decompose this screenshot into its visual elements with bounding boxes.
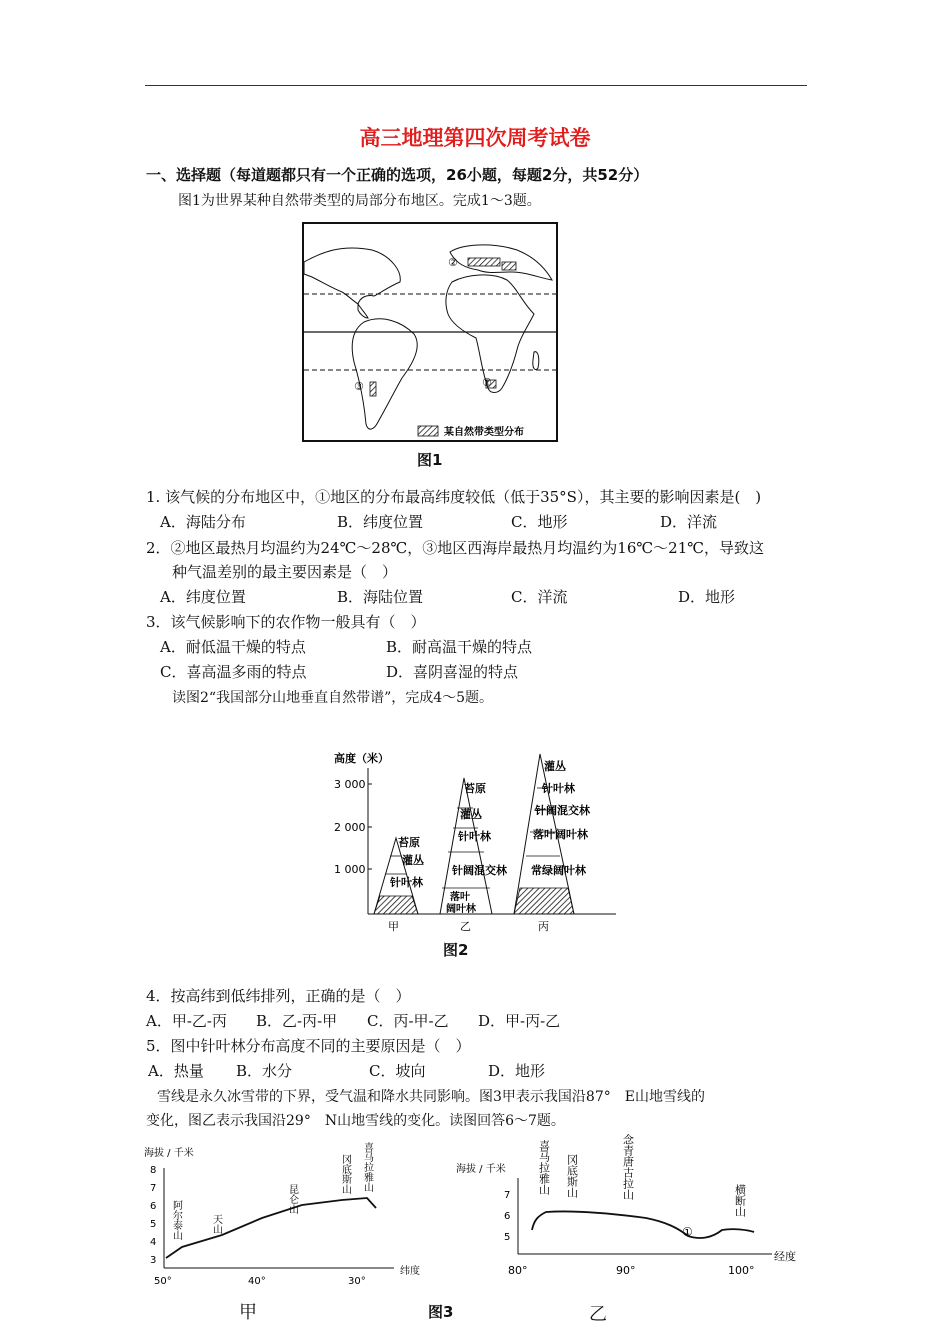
figure-2-caption: 图2 bbox=[443, 941, 469, 959]
fig3-right-label: 乙 bbox=[589, 1304, 607, 1325]
q5-option-b: B．水分 bbox=[236, 1062, 293, 1080]
fig3l-ytick-4: 4 bbox=[150, 1237, 157, 1248]
q5-option-d: D．地形 bbox=[488, 1062, 546, 1080]
intro-text-3-line-2: 变化，图乙表示我国沿29° N山地雪线的变化。读图回答6～7题。 bbox=[146, 1113, 565, 1129]
fig3l-ytick-6: 6 bbox=[150, 1201, 157, 1212]
fig2-ytick-2000: 2 000 bbox=[334, 821, 366, 834]
jia-label: 甲 bbox=[388, 920, 399, 933]
fig3r-snowline bbox=[532, 1211, 754, 1238]
fig3l-xtick-40: 40° bbox=[248, 1276, 266, 1287]
q2-option-d: D．地形 bbox=[678, 588, 736, 606]
fig3l-ylabel: 海拔 / 千米 bbox=[144, 1148, 194, 1159]
intro-text-2: 读图2“我国部分山地垂直自然带谱”，完成4～5题。 bbox=[172, 690, 494, 706]
figure-3-left-chart bbox=[142, 1140, 442, 1290]
fig3r-xtick-90: 90° bbox=[616, 1264, 636, 1277]
fig3r-mtn-himalaya: 喜马拉雅山 bbox=[537, 1140, 551, 1195]
q4-option-a: A．甲-乙-丙 bbox=[146, 1012, 227, 1030]
marker-2: ② bbox=[448, 256, 458, 269]
yi-zone-1b: 阔叶林 bbox=[446, 904, 476, 915]
figure-2-chart bbox=[328, 748, 618, 936]
fig3r-xtick-80: 80° bbox=[508, 1264, 528, 1277]
fig3r-ytick-7: 7 bbox=[504, 1190, 511, 1201]
fig3l-snowline bbox=[166, 1198, 376, 1258]
fig3r-mtn-hengduan: 横断山 bbox=[733, 1184, 747, 1217]
yi-zone-3: 针叶林 bbox=[458, 830, 491, 843]
fig3l-ytick-5: 5 bbox=[150, 1219, 157, 1230]
figure-1-caption: 图1 bbox=[417, 451, 443, 469]
fig3r-mtn-nyainqentanglha: 念青唐古拉山 bbox=[621, 1134, 635, 1200]
question-5: 5．图中针叶林分布高度不同的主要原因是（ ） bbox=[146, 1037, 471, 1055]
zone-mediterranean bbox=[468, 258, 500, 266]
q2-option-a: A．纬度位置 bbox=[160, 588, 246, 606]
bing-zone-4: 针叶林 bbox=[542, 782, 575, 795]
fig3l-mtn-kunlun: 昆仑山 bbox=[286, 1184, 298, 1214]
fig3r-xlabel: 经度 bbox=[774, 1250, 796, 1263]
question-4: 4．按高纬到低纬排列，正确的是（ ） bbox=[146, 987, 411, 1005]
figure-3-caption: 图3 bbox=[428, 1303, 454, 1321]
fig2-ytick-1000: 1 000 bbox=[334, 863, 366, 876]
q1-option-d: D．洋流 bbox=[660, 513, 718, 531]
q2-option-c: C．洋流 bbox=[511, 588, 568, 606]
q4-option-d: D．甲-丙-乙 bbox=[478, 1012, 561, 1030]
zone-mediterranean-east bbox=[502, 262, 516, 270]
fig3r-ytick-5: 5 bbox=[504, 1232, 511, 1243]
yi-zone-1a: 落叶 bbox=[450, 892, 470, 903]
fig3l-mtn-gangdise: 冈底斯山 bbox=[339, 1154, 351, 1194]
fig3r-ylabel: 海拔 / 千米 bbox=[456, 1164, 506, 1175]
q3-option-b: B．耐高温干燥的特点 bbox=[386, 638, 533, 656]
q3-option-d: D．喜阴喜湿的特点 bbox=[386, 663, 519, 681]
legend-label: 某自然带类型分布 bbox=[444, 427, 524, 438]
q3-option-c: C．喜高温多雨的特点 bbox=[160, 663, 307, 681]
fig2-ylabel: 高度（米） bbox=[334, 752, 389, 765]
intro-text-3-line-1: 雪线是永久冰雪带的下界，受气温和降水共同影响。图3甲表示我国沿87° E山地雪线的 bbox=[157, 1089, 705, 1105]
page-title: 高三地理第四次周考试卷 bbox=[359, 126, 591, 150]
jia-zone-2: 灌丛 bbox=[402, 854, 424, 867]
q5-option-a: A．热量 bbox=[148, 1062, 204, 1080]
header-rule bbox=[145, 85, 807, 86]
fig3l-xlabel: 纬度 bbox=[400, 1266, 420, 1277]
fig3-left-label: 甲 bbox=[239, 1302, 257, 1323]
section-heading: 一、选择题（每道题都只有一个正确的选项，26小题，每题2分，共52分） bbox=[146, 166, 649, 184]
yi-zone-2: 针阔混交林 bbox=[452, 864, 507, 877]
figure-3-right-chart bbox=[456, 1132, 808, 1286]
bing-label: 丙 bbox=[538, 920, 549, 933]
fig3l-mtn-altai: 阿尔泰山 bbox=[170, 1200, 182, 1240]
mountain-bing-base bbox=[514, 888, 574, 914]
yi-zone-4: 灌丛 bbox=[460, 808, 482, 821]
fig3l-ytick-8: 8 bbox=[150, 1165, 157, 1176]
fig3r-mtn-gangdise: 冈底斯山 bbox=[565, 1154, 579, 1198]
question-3: 3．该气候影响下的农作物一般具有（ ） bbox=[146, 613, 426, 631]
q5-option-c: C．坡向 bbox=[369, 1062, 426, 1080]
fig3l-ytick-7: 7 bbox=[150, 1183, 157, 1194]
fig2-ytick-3000: 3 000 bbox=[334, 778, 366, 791]
marker-3: ③ bbox=[354, 380, 364, 393]
fig3l-xtick-30: 30° bbox=[348, 1276, 366, 1287]
fig3l-ytick-3: 3 bbox=[150, 1255, 157, 1266]
bing-zone-2: 落叶阔叶林 bbox=[533, 828, 588, 841]
question-1: 1. 该气候的分布地区中，①地区的分布最高纬度较低（低于35°S），其主要的影响因素是( ) bbox=[146, 488, 762, 506]
legend-swatch bbox=[418, 426, 438, 436]
fig3l-mtn-himalaya: 喜马拉雅山 bbox=[361, 1142, 373, 1192]
intro-text-1: 图1为世界某种自然带类型的局部分布地区。完成1～3题。 bbox=[178, 193, 541, 209]
fig3l-xtick-50: 50° bbox=[154, 1276, 172, 1287]
mountain-jia-base bbox=[374, 896, 418, 914]
q4-option-b: B．乙-丙-甲 bbox=[256, 1012, 338, 1030]
yi-label: 乙 bbox=[460, 920, 471, 933]
q1-option-b: B．纬度位置 bbox=[337, 513, 424, 531]
madagascar bbox=[533, 352, 539, 370]
fig3r-marker-1: ① bbox=[682, 1225, 693, 1239]
fig3l-mtn-tianshan: 天山 bbox=[210, 1214, 222, 1234]
bing-zone-3: 针阔混交林 bbox=[535, 804, 590, 817]
question-2-line-1: 2．②地区最热月均温约为24℃～28℃，③地区西海岸最热月均温约为16℃～21℃，导致这 bbox=[146, 539, 765, 557]
yi-zone-5: 苔原 bbox=[464, 782, 486, 795]
fig3r-xtick-100: 100° bbox=[728, 1264, 755, 1277]
bing-zone-5: 灌丛 bbox=[544, 760, 566, 773]
jia-zone-3: 苔原 bbox=[398, 836, 420, 849]
zone-chile bbox=[370, 382, 376, 396]
q1-option-a: A．海陆分布 bbox=[160, 513, 246, 531]
q2-option-b: B．海陆位置 bbox=[337, 588, 424, 606]
marker-1: ① bbox=[482, 376, 492, 389]
q1-option-c: C．地形 bbox=[511, 513, 568, 531]
jia-zone-1: 针叶林 bbox=[390, 876, 423, 889]
q3-option-a: A．耐低温干燥的特点 bbox=[160, 638, 306, 656]
fig3r-ytick-6: 6 bbox=[504, 1211, 511, 1222]
q4-option-c: C．丙-甲-乙 bbox=[367, 1012, 449, 1030]
bing-zone-1: 常绿阔叶林 bbox=[531, 864, 586, 877]
figure-1-map bbox=[302, 222, 558, 442]
question-2-line-2: 种气温差别的最主要因素是（ ） bbox=[172, 563, 398, 581]
